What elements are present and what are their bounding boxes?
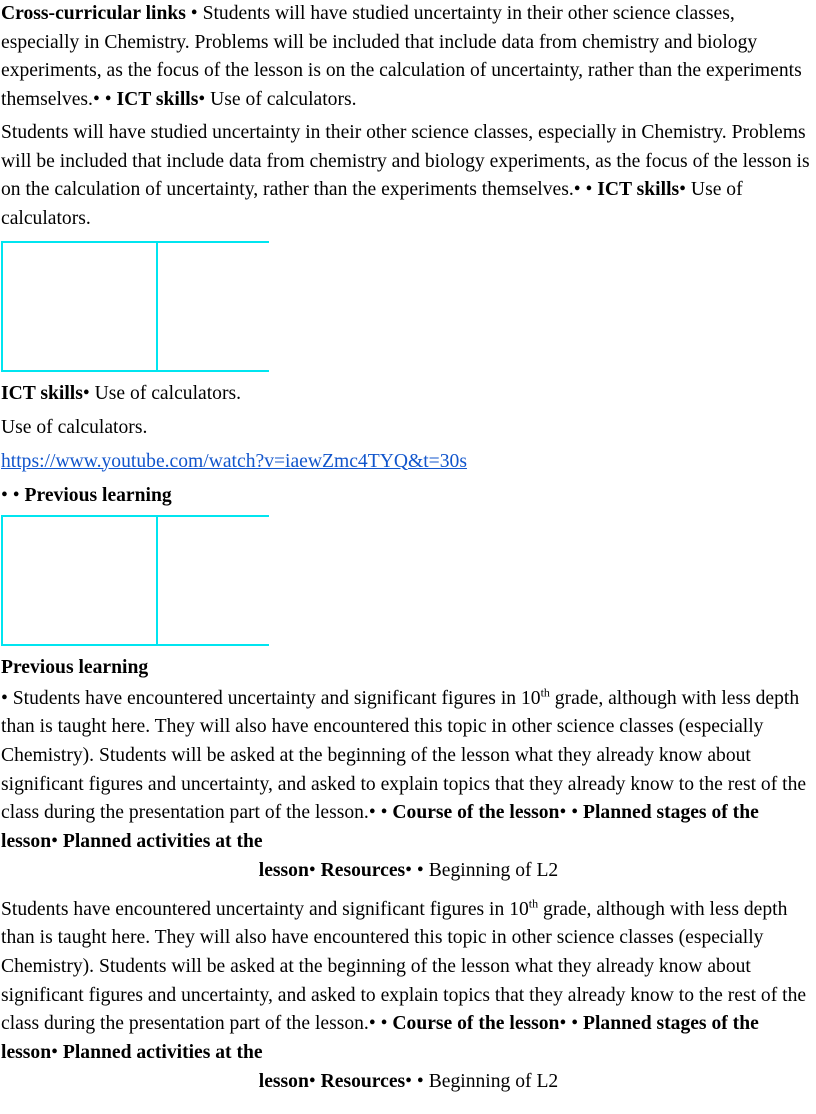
bullet-pair: • • [573,179,593,201]
bullet: • [51,1042,58,1064]
table-border-middle [156,515,158,646]
previous-learning-text-a: Students have encountered uncertainty and significant figures in 10 [7,687,541,709]
resources-label: Resources [320,1070,406,1092]
previous-learning-label: Previous learning [24,484,172,506]
course-of-lesson-label: Course of the lesson [392,802,560,824]
planned-activities-label: Planned activities at the [62,1042,263,1064]
ict-skills-text: Use of calculators. [205,89,357,111]
table-border-top [1,515,269,517]
ict-skills-label: ICT skills [597,179,680,201]
beginning-text: Beginning of L2 [423,1070,559,1092]
bullet: • [308,859,316,881]
previous-learning-bullets-line [1,479,816,513]
previous-learning-label: Previous learning [1,656,149,678]
youtube-link-line [1,445,816,479]
bullet: • [82,382,90,404]
bullet-pair: • • [559,1013,579,1035]
cross-curricular-heading: Cross-curricular links [1,3,186,24]
table-border-bottom [1,644,269,646]
previous-learning-heading [1,651,816,685]
superscript: th [528,896,539,911]
empty-table-cells [1,241,269,372]
beginning-text: Beginning of L2 [423,859,559,881]
bullet: • [51,831,58,853]
planned-activities-label: Planned activities at the [62,831,263,853]
planned-activities-label-cont: lesson [258,1070,309,1092]
bullet-pair: • • [368,802,388,824]
previous-learning-paragraph-repeat [1,896,816,1068]
bullet-pair: • • [405,859,424,881]
bullet: • [190,3,198,24]
bullet: • [198,89,206,111]
planned-activities-label-cont: lesson [258,859,309,881]
cross-curricular-text: Students will have studied uncertainty in their other science classes, especially in Chemistry. Problems will be included that include data from chemistry and biology experiments, as the focus of the lesson is on the calculation of uncertainty, rather than the experiments themselves. [1,3,802,111]
previous-learning-text-b: grade, although with less depth than is taught here. They will also have encountered this topic in other science classes (especially Chemistry). Students will be asked at the beginning of the lesson what they already know about significant figures and uncertainty, and asked to explain topics that they already know to the rest of the class during the presentation part of the lesson. [1,898,807,1035]
previous-learning-paragraph [1,685,816,857]
ict-skills-text: Use of calculators. [1,179,743,229]
ict-skills-label: ICT skills [116,89,199,111]
empty-table-cells-2 [1,515,269,646]
resources-label: Resources [320,859,406,881]
previous-learning-text-b: grade, although with less depth than is taught here. They will also have encountered this topic in other science classes (especially Chemistry). Students will be asked at the beginning of the lesson what they already know about significant figures and uncertainty, and asked to explain topics that they already know to the rest of the class during the presentation part of the lesson. [1,687,807,824]
cross-curricular-paragraph [1,0,816,115]
course-of-lesson-label: Course of the lesson [392,1013,560,1035]
cross-curricular-text: Students will have studied uncertainty in their other science classes, especially in Chemistry. Problems will be included that include data from chemistry and biology experiments, as the focus of the lesson is on the calculation of uncertainty, rather than the experiments themselves. [1,121,810,201]
table-border-top [1,241,269,243]
superscript: th [540,685,550,700]
table-border-bottom [1,370,269,372]
youtube-link[interactable]: https://www.youtube.com/watch?v=iaewZmc4TYQ&t=30s [1,450,467,472]
table-border-left [1,515,3,646]
bullet-pair: • • [405,1070,424,1092]
bullet: • [679,179,687,201]
bullet-pair: • • [1,484,20,506]
ict-skills-text: Use of calculators. [89,382,241,404]
table-border-left [1,241,3,372]
ict-skills-line [1,377,816,411]
bullet-pair: • • [559,802,579,824]
resources-line-repeat [1,1068,816,1097]
resources-line [1,857,816,886]
planned-stages-label: Planned stages of the lesson [1,1013,759,1064]
bullet-pair: • • [368,1013,388,1035]
bullet: • [308,1070,316,1092]
table-border-middle [156,241,158,372]
bullet-pair: • • [92,89,112,111]
bullet: • [1,687,8,709]
calculators-line: Use of calculators. [1,416,148,438]
cross-curricular-paragraph-repeat [1,119,816,234]
spacer [1,886,816,896]
planned-stages-label: Planned stages of the lesson [1,802,759,853]
previous-learning-text-a: Students have encountered uncertainty and significant figures in 10 [1,898,529,920]
ict-skills-label: ICT skills [1,382,83,404]
